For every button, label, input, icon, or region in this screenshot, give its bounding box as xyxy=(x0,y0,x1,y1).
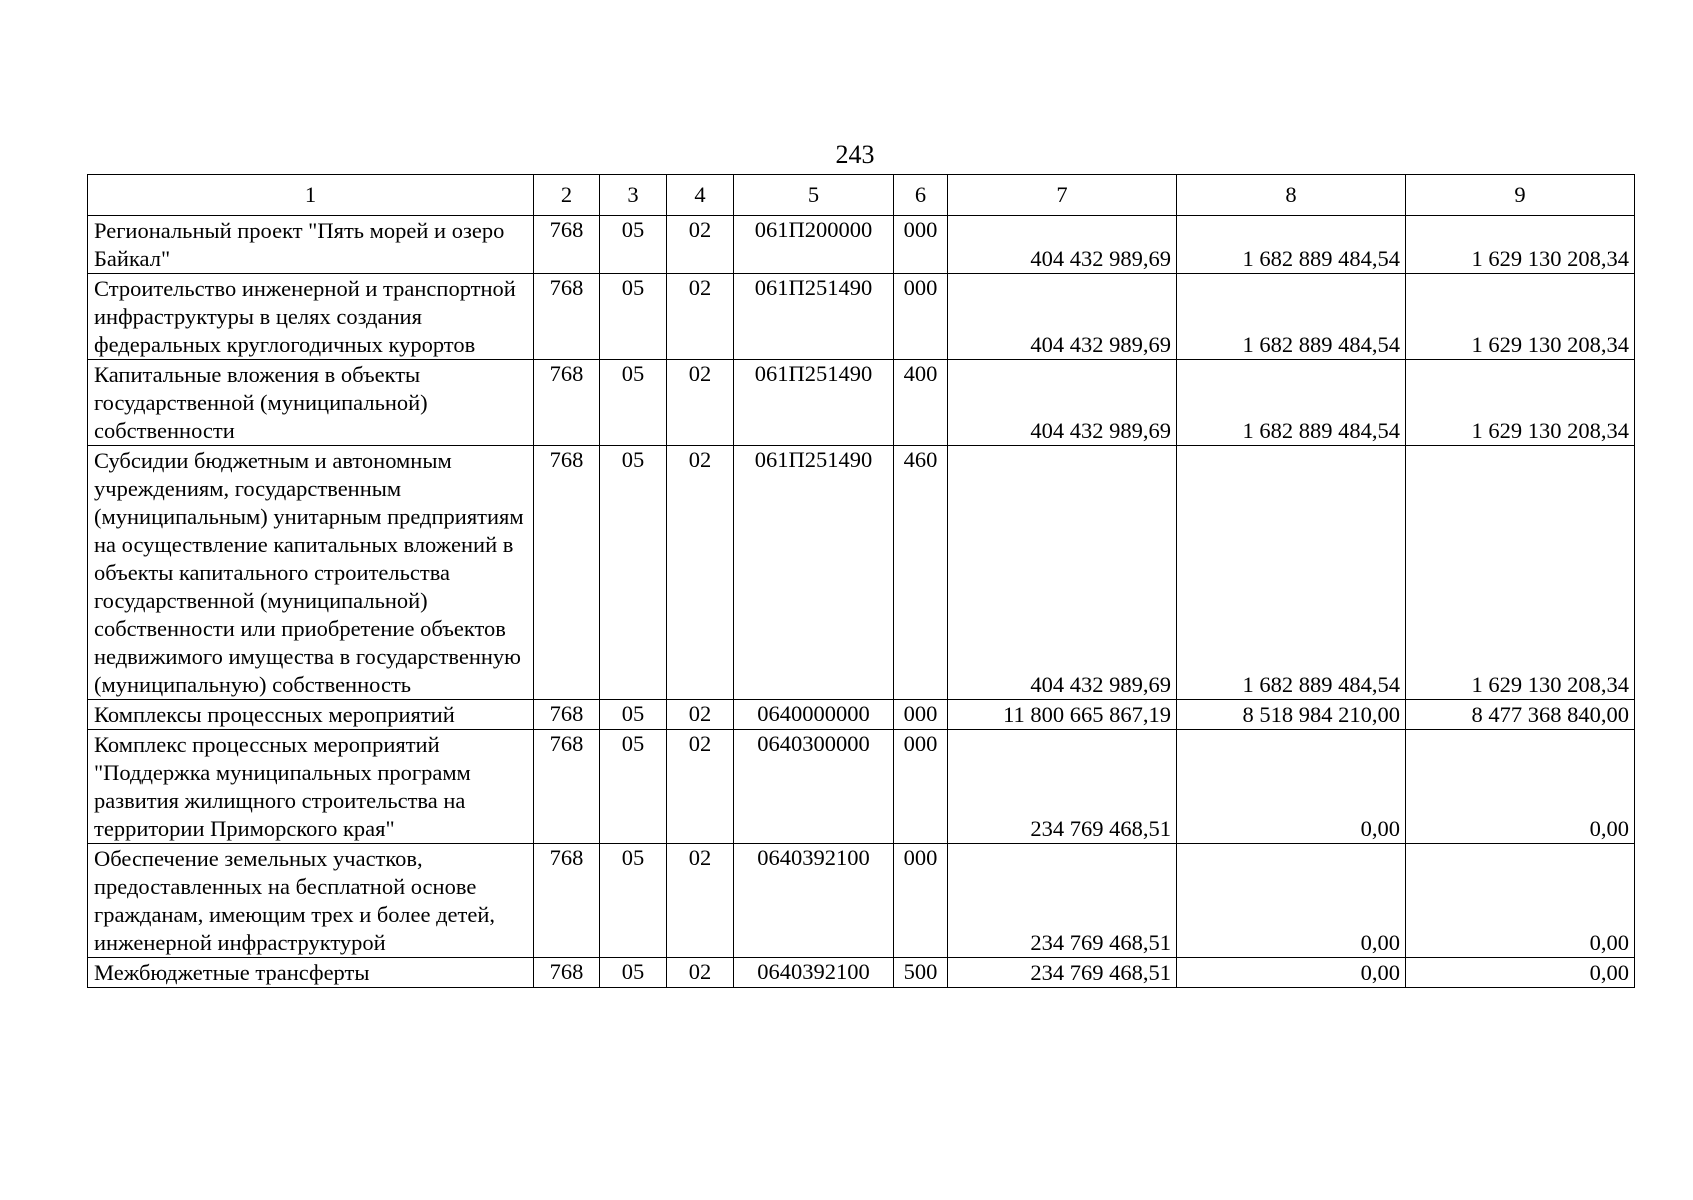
row-code-5: 0640392100 xyxy=(734,958,894,988)
row-amount-9: 1 629 130 208,34 xyxy=(1406,216,1635,274)
row-amount-8: 0,00 xyxy=(1177,730,1406,844)
row-code-3: 05 xyxy=(600,360,667,446)
row-amount-9: 1 629 130 208,34 xyxy=(1406,360,1635,446)
row-amount-7: 234 769 468,51 xyxy=(948,844,1177,958)
row-code-2: 768 xyxy=(534,216,600,274)
row-amount-9: 0,00 xyxy=(1406,844,1635,958)
row-code-5: 061П251490 xyxy=(734,360,894,446)
column-header: 7 xyxy=(948,175,1177,216)
column-header: 1 xyxy=(88,175,534,216)
row-name: Строительство инженерной и транспортной инфраструктуры в целях создания федеральных круглогодичных курортов xyxy=(88,274,534,360)
row-amount-8: 1 682 889 484,54 xyxy=(1177,216,1406,274)
row-amount-8: 1 682 889 484,54 xyxy=(1177,360,1406,446)
row-code-4: 02 xyxy=(667,274,734,360)
row-name: Капитальные вложения в объекты государственной (муниципальной) собственности xyxy=(88,360,534,446)
row-code-3: 05 xyxy=(600,958,667,988)
row-code-4: 02 xyxy=(667,446,734,700)
row-amount-7: 404 432 989,69 xyxy=(948,274,1177,360)
row-name: Региональный проект "Пять морей и озеро Байкал" xyxy=(88,216,534,274)
column-header: 5 xyxy=(734,175,894,216)
row-code-2: 768 xyxy=(534,274,600,360)
column-header: 3 xyxy=(600,175,667,216)
table-row xyxy=(88,958,1635,988)
table-row xyxy=(88,274,1635,360)
row-code-5: 0640300000 xyxy=(734,730,894,844)
row-code-6: 460 xyxy=(894,446,948,700)
row-code-6: 400 xyxy=(894,360,948,446)
row-amount-8: 0,00 xyxy=(1177,958,1406,988)
row-name: Субсидии бюджетным и автономным учреждениям, государственным (муниципальным) унитарным предприятиям на осуществление капитальных вложений в объекты капитального строительства государственной (муниципальной) собственности или приобретение объектов недвижимого имущества в государственную (муниципальную) собственность xyxy=(88,446,534,700)
column-header: 6 xyxy=(894,175,948,216)
column-header: 2 xyxy=(534,175,600,216)
row-code-4: 02 xyxy=(667,958,734,988)
row-amount-8: 1 682 889 484,54 xyxy=(1177,446,1406,700)
row-code-5: 0640000000 xyxy=(734,700,894,730)
row-amount-9: 1 629 130 208,34 xyxy=(1406,446,1635,700)
row-code-3: 05 xyxy=(600,700,667,730)
row-name: Межбюджетные трансферты xyxy=(88,958,534,988)
row-code-6: 500 xyxy=(894,958,948,988)
row-code-2: 768 xyxy=(534,700,600,730)
row-code-6: 000 xyxy=(894,274,948,360)
row-name: Комплекс процессных мероприятий "Поддержка муниципальных программ развития жилищного строительства на территории Приморского края" xyxy=(88,730,534,844)
row-amount-7: 404 432 989,69 xyxy=(948,360,1177,446)
row-code-3: 05 xyxy=(600,730,667,844)
row-code-2: 768 xyxy=(534,844,600,958)
row-code-5: 061П251490 xyxy=(734,274,894,360)
row-code-6: 000 xyxy=(894,844,948,958)
row-amount-9: 8 477 368 840,00 xyxy=(1406,700,1635,730)
row-code-4: 02 xyxy=(667,844,734,958)
table-row xyxy=(88,700,1635,730)
row-code-4: 02 xyxy=(667,700,734,730)
row-code-3: 05 xyxy=(600,274,667,360)
row-code-4: 02 xyxy=(667,360,734,446)
row-amount-9: 0,00 xyxy=(1406,958,1635,988)
row-amount-9: 0,00 xyxy=(1406,730,1635,844)
table-row xyxy=(88,446,1635,700)
row-name: Обеспечение земельных участков, предоставленных на бесплатной основе гражданам, имеющим трех и более детей, инженерной инфраструктурой xyxy=(88,844,534,958)
row-code-5: 0640392100 xyxy=(734,844,894,958)
row-code-5: 061П251490 xyxy=(734,446,894,700)
row-amount-7: 404 432 989,69 xyxy=(948,216,1177,274)
row-amount-8: 8 518 984 210,00 xyxy=(1177,700,1406,730)
row-code-5: 061П200000 xyxy=(734,216,894,274)
row-amount-9: 1 629 130 208,34 xyxy=(1406,274,1635,360)
column-header: 8 xyxy=(1177,175,1406,216)
table-row xyxy=(88,216,1635,274)
row-amount-7: 234 769 468,51 xyxy=(948,958,1177,988)
row-amount-7: 404 432 989,69 xyxy=(948,446,1177,700)
row-code-3: 05 xyxy=(600,844,667,958)
column-header: 4 xyxy=(667,175,734,216)
row-amount-8: 0,00 xyxy=(1177,844,1406,958)
table-row xyxy=(88,844,1635,958)
table-row xyxy=(88,360,1635,446)
row-code-4: 02 xyxy=(667,216,734,274)
row-code-3: 05 xyxy=(600,216,667,274)
table-row xyxy=(88,730,1635,844)
row-amount-7: 11 800 665 867,19 xyxy=(948,700,1177,730)
budget-table xyxy=(87,174,1635,988)
row-code-2: 768 xyxy=(534,730,600,844)
row-code-6: 000 xyxy=(894,730,948,844)
row-code-3: 05 xyxy=(600,446,667,700)
row-code-6: 000 xyxy=(894,700,948,730)
row-code-2: 768 xyxy=(534,446,600,700)
row-name: Комплексы процессных мероприятий xyxy=(88,700,534,730)
row-code-2: 768 xyxy=(534,360,600,446)
row-amount-8: 1 682 889 484,54 xyxy=(1177,274,1406,360)
column-header: 9 xyxy=(1406,175,1635,216)
row-code-6: 000 xyxy=(894,216,948,274)
row-code-2: 768 xyxy=(534,958,600,988)
table-header-row xyxy=(88,175,1635,216)
row-amount-7: 234 769 468,51 xyxy=(948,730,1177,844)
row-code-4: 02 xyxy=(667,730,734,844)
page-number: 243 xyxy=(835,140,875,169)
